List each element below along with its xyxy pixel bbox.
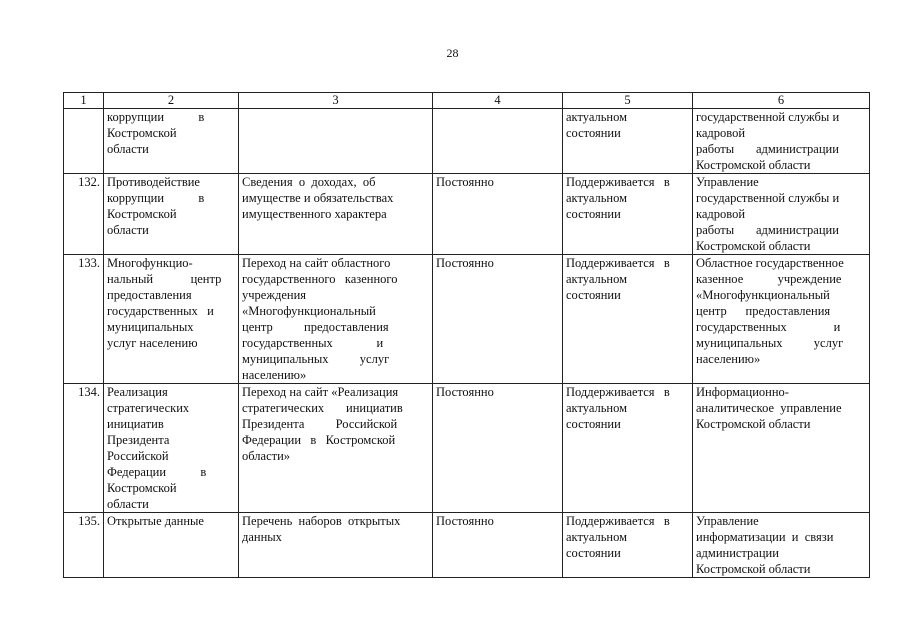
cell-text-line: актуальном	[566, 191, 628, 205]
cell-text-line: Управление	[696, 175, 759, 189]
cell-text-line: Костромской области	[696, 417, 811, 431]
cell-text-line: государственных и	[242, 336, 384, 350]
cell-text-line: коррупции в	[107, 191, 205, 205]
cell-text-line: Поддерживается в	[566, 256, 670, 270]
cell-text-line: Многофункцио-	[107, 256, 193, 270]
period-cell	[433, 384, 563, 513]
cell-text-line: Переход на сайт «Реализация	[242, 385, 399, 399]
cell-text-line: актуальном	[566, 272, 628, 286]
cell-text-line: услуг населению	[107, 336, 198, 350]
cell-text-line: государственного казенного	[242, 272, 398, 286]
row-number-cell: 132.	[64, 174, 104, 255]
cell-text-line: государственной службы и	[696, 110, 840, 124]
item-name-cell	[104, 513, 239, 578]
cell-text-line: имущественного характера	[242, 207, 387, 221]
cell-text-line: центр предоставления	[696, 304, 831, 318]
cell-text-line: Федерации в Костромской	[242, 433, 396, 447]
column-header-2: 2	[104, 93, 239, 109]
responsible-cell	[693, 109, 870, 174]
period-cell	[433, 109, 563, 174]
status-cell	[563, 174, 693, 255]
cell-text-line: области	[107, 497, 149, 511]
cell-text-line: Костромской области	[696, 562, 811, 576]
cell-text-line: состоянии	[566, 126, 621, 140]
cell-text-line: работы администрации	[696, 142, 839, 156]
cell-text-line: данных	[242, 530, 282, 544]
cell-text-line: состоянии	[566, 417, 621, 431]
item-name-cell	[104, 255, 239, 384]
cell-text-line: имуществе и обязательствах	[242, 191, 394, 205]
cell-text-line: Областное государственное	[696, 256, 844, 270]
cell-text-line: актуальном	[566, 530, 628, 544]
period-cell	[433, 513, 563, 578]
cell-text-line: «Многофункциональный	[696, 288, 830, 302]
cell-text-line: Костромской области	[696, 158, 811, 172]
cell-text-line: работы администрации	[696, 223, 839, 237]
cell-text-line: области»	[242, 449, 291, 463]
column-header-6: 6	[693, 93, 870, 109]
cell-text-line: Костромской	[107, 207, 177, 221]
cell-text-line: Российской	[107, 449, 169, 463]
column-header-4: 4	[433, 93, 563, 109]
cell-text-line: Федерации в	[107, 465, 207, 479]
column-header-1: 1	[64, 93, 104, 109]
cell-text-line: «Многофункциональный	[242, 304, 376, 318]
cell-text-line: Поддерживается в	[566, 514, 670, 528]
cell-text-line: Переход на сайт областного	[242, 256, 391, 270]
responsible-cell	[693, 174, 870, 255]
responsible-cell	[693, 513, 870, 578]
cell-text-line: актуальном	[566, 401, 628, 415]
cell-text-line: аналитическое управление	[696, 401, 842, 415]
table-row	[64, 513, 870, 578]
cell-text-line: области	[107, 142, 149, 156]
responsible-cell	[693, 255, 870, 384]
page-number: 28	[446, 46, 459, 60]
cell-text-line: Сведения о доходах, об	[242, 175, 376, 189]
cell-text-line: кадровой	[696, 126, 746, 140]
cell-text-line: Президента Российской	[242, 417, 398, 431]
cell-text-line: муниципальных услуг	[242, 352, 390, 366]
status-cell	[563, 513, 693, 578]
item-name-cell	[104, 384, 239, 513]
cell-text-line: Костромской	[107, 126, 177, 140]
cell-text-line: Перечень наборов открытых	[242, 514, 401, 528]
cell-text-line: Управление	[696, 514, 759, 528]
row-number-cell	[64, 109, 104, 174]
table-row	[64, 109, 870, 174]
cell-text-line: нальный центр	[107, 272, 222, 286]
item-name-cell	[104, 174, 239, 255]
cell-text-line: состоянии	[566, 546, 621, 560]
table-row	[64, 255, 870, 384]
row-number-cell: 133.	[64, 255, 104, 384]
description-cell	[239, 384, 433, 513]
cell-text-line: учреждения	[242, 288, 307, 302]
cell-text-line: государственных и	[696, 320, 841, 334]
cell-text-line: Информационно-	[696, 385, 789, 399]
status-cell	[563, 109, 693, 174]
cell-text-line: населению»	[242, 368, 307, 382]
cell-text-line: стратегических	[107, 401, 190, 415]
cell-text-line: муниципальных услуг	[696, 336, 844, 350]
row-number-cell: 135.	[64, 513, 104, 578]
cell-text-line: Костромской	[107, 481, 177, 495]
cell-text-line: Постоянно	[436, 514, 494, 528]
cell-text-line: Поддерживается в	[566, 385, 670, 399]
description-cell	[239, 255, 433, 384]
cell-text-line: актуальном	[566, 110, 628, 124]
cell-text-line: администрации	[696, 546, 779, 560]
header-row	[64, 93, 870, 109]
column-header-3: 3	[239, 93, 433, 109]
registry-table	[63, 92, 870, 578]
cell-text-line: Поддерживается в	[566, 175, 670, 189]
status-cell	[563, 384, 693, 513]
item-name-cell	[104, 109, 239, 174]
column-header-5: 5	[563, 93, 693, 109]
period-cell	[433, 255, 563, 384]
cell-text-line: состоянии	[566, 207, 621, 221]
cell-text-line: информатизации и связи	[696, 530, 834, 544]
cell-text-line: Открытые данные	[107, 514, 204, 528]
cell-text-line: Постоянно	[436, 385, 494, 399]
cell-text-line: Противодействие	[107, 175, 200, 189]
cell-text-line: центр предоставления	[242, 320, 389, 334]
cell-text-line: муниципальных	[107, 320, 194, 334]
period-cell	[433, 174, 563, 255]
cell-text-line: государственных и	[107, 304, 214, 318]
description-cell	[239, 174, 433, 255]
cell-text-line: области	[107, 223, 149, 237]
description-cell	[239, 109, 433, 174]
cell-text-line: кадровой	[696, 207, 746, 221]
row-number-cell: 134.	[64, 384, 104, 513]
cell-text-line: Постоянно	[436, 256, 494, 270]
table-row	[64, 174, 870, 255]
description-cell	[239, 513, 433, 578]
cell-text-line: государственной службы и	[696, 191, 840, 205]
table-row	[64, 384, 870, 513]
cell-text-line: коррупции в	[107, 110, 205, 124]
cell-text-line: Постоянно	[436, 175, 494, 189]
cell-text-line: Президента	[107, 433, 170, 447]
cell-text-line: Реализация	[107, 385, 168, 399]
cell-text-line: инициатив	[107, 417, 164, 431]
cell-text-line: предоставления	[107, 288, 192, 302]
cell-text-line: стратегических инициатив	[242, 401, 403, 415]
status-cell	[563, 255, 693, 384]
cell-text-line: населению»	[696, 352, 761, 366]
cell-text-line: Костромской области	[696, 239, 811, 253]
cell-text-line: казенное учреждение	[696, 272, 842, 286]
responsible-cell	[693, 384, 870, 513]
cell-text-line: состоянии	[566, 288, 621, 302]
